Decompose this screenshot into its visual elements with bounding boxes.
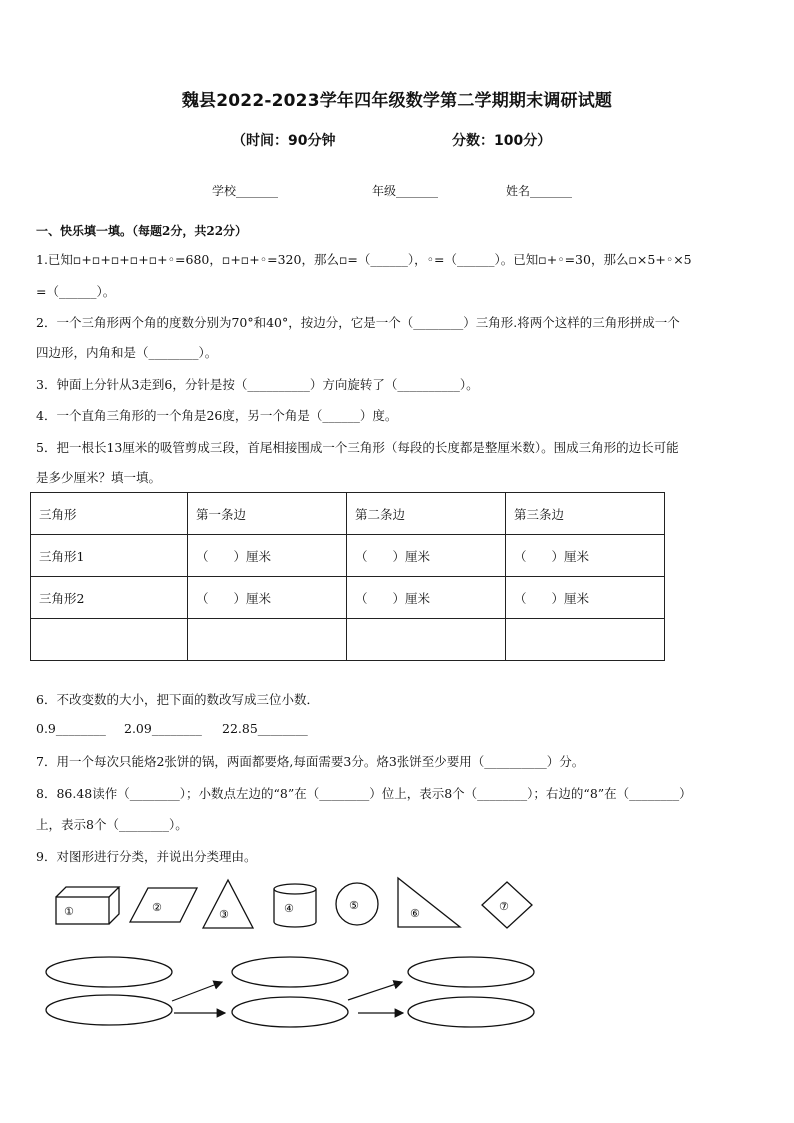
shapes-figure bbox=[0, 870, 794, 1040]
time-label: （时间：90分钟 bbox=[232, 133, 336, 149]
category-oval[interactable] bbox=[46, 957, 172, 987]
question-8-line-2: 上，表示8个（________）。 bbox=[36, 817, 188, 832]
table-cell[interactable] bbox=[347, 619, 506, 661]
table-cell[interactable]: （ ）厘米 bbox=[506, 577, 665, 619]
category-oval[interactable] bbox=[408, 997, 534, 1027]
question-7: 7．用一个每次只能烙2张饼的锅，两面都要烙,每面需要3分。烙3张饼至少要用（__________）分。 bbox=[36, 754, 585, 769]
table-header-row bbox=[31, 493, 665, 535]
triangle-table bbox=[30, 492, 665, 661]
category-oval[interactable] bbox=[408, 957, 534, 987]
table-cell[interactable] bbox=[188, 619, 347, 661]
parallelogram-shape bbox=[130, 888, 197, 922]
question-3: 3．钟面上分针从3走到6，分针是按（__________）方向旋转了（__________）。 bbox=[36, 377, 479, 392]
table-cell: 三角形2 bbox=[31, 577, 188, 619]
category-oval[interactable] bbox=[232, 957, 348, 987]
category-oval[interactable] bbox=[232, 997, 348, 1027]
question-1-line-2: =（______）。 bbox=[36, 284, 116, 299]
arrow bbox=[172, 982, 222, 1001]
table-cell[interactable] bbox=[31, 619, 188, 661]
q6-item-3[interactable]: 22.85________ bbox=[222, 721, 308, 736]
table-cell[interactable]: （ ）厘米 bbox=[188, 535, 347, 577]
score-label: 分数：100分） bbox=[452, 133, 552, 149]
shape-label: ③ bbox=[219, 908, 229, 921]
name-field[interactable]: 姓名_______ bbox=[506, 184, 573, 198]
question-9: 9．对图形进行分类，并说出分类理由。 bbox=[36, 849, 257, 864]
school-field[interactable]: 学校_______ bbox=[212, 184, 279, 198]
right-triangle-shape bbox=[398, 878, 460, 927]
shape-label: ④ bbox=[284, 902, 294, 915]
shape-label: ⑥ bbox=[410, 907, 420, 920]
cylinder-shape bbox=[274, 884, 316, 927]
question-2-line-2: 四边形，内角和是（________）。 bbox=[36, 345, 218, 360]
question-5-line-2: 是多少厘米？填一填。 bbox=[36, 470, 162, 485]
question-2-line-1: 2．一个三角形两个角的度数分别为70°和40°，按边分，它是一个（________）三角形.将两个这样的三角形拼成一个 bbox=[36, 315, 680, 330]
table-cell[interactable]: （ ）厘米 bbox=[347, 535, 506, 577]
table-header-cell: 第一条边 bbox=[188, 493, 347, 535]
table-header-cell: 第二条边 bbox=[347, 493, 506, 535]
table-header-cell: 第三条边 bbox=[506, 493, 665, 535]
shape-label: ⑤ bbox=[349, 899, 359, 912]
table-cell[interactable]: （ ）厘米 bbox=[188, 577, 347, 619]
arrow bbox=[348, 982, 402, 1000]
table-cell[interactable] bbox=[506, 619, 665, 661]
question-8-line-1: 8．86.48读作（________）；小数点左边的“8”在（________）位上，表示8个（________）；右边的“8”在（________） bbox=[36, 786, 692, 801]
grade-field[interactable]: 年级_______ bbox=[372, 184, 439, 198]
q6-item-2[interactable]: 2.09________ bbox=[124, 721, 202, 736]
q6-item-1[interactable]: 0.9________ bbox=[36, 721, 106, 736]
page-title: 魏县2022-2023学年四年级数学第二学期期末调研试题 bbox=[181, 91, 613, 111]
shape-label: ⑦ bbox=[499, 900, 509, 913]
question-6: 6．不改变数的大小，把下面的数改写成三位小数． bbox=[36, 692, 319, 707]
table-row bbox=[31, 577, 665, 619]
question-1-line-1: 1.已知▫+▫+▫+▫+▫+◦=680，▫+▫+◦=320，那么▫=（______），◦=（______）。已知▫+◦=30，那么▫×5+◦×5 bbox=[36, 252, 692, 267]
table-cell[interactable]: （ ）厘米 bbox=[506, 535, 665, 577]
shape-label: ① bbox=[64, 905, 74, 918]
table-cell[interactable]: （ ）厘米 bbox=[347, 577, 506, 619]
shape-label: ② bbox=[152, 901, 162, 914]
question-5-line-1: 5．把一根长13厘米的吸管剪成三段，首尾相接围成一个三角形（每段的长度都是整厘米数）。围成三角形的边长可能 bbox=[36, 440, 679, 455]
question-4: 4．一个直角三角形的一个角是26度，另一个角是（______）度。 bbox=[36, 408, 398, 423]
table-row bbox=[31, 535, 665, 577]
table-cell: 三角形1 bbox=[31, 535, 188, 577]
category-oval[interactable] bbox=[46, 995, 172, 1025]
table-row bbox=[31, 619, 665, 661]
section-heading: 一、快乐填一填。（每题2分，共22分） bbox=[36, 224, 248, 238]
table-header-cell: 三角形 bbox=[31, 493, 188, 535]
